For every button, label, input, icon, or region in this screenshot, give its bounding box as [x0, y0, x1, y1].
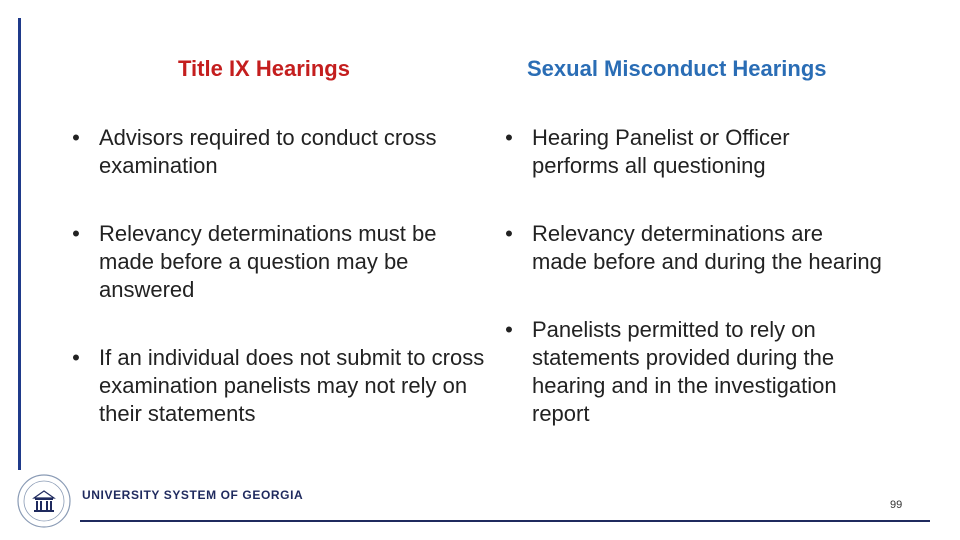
- bullet-dot: •: [72, 125, 80, 150]
- bullet-dot: •: [505, 221, 513, 246]
- sexual-misconduct-heading: Sexual Misconduct Hearings: [527, 56, 827, 81]
- sexual-misconduct-bullet-list: [499, 124, 919, 428]
- bullet-text: Hearing Panelist or Officer performs all questioning: [532, 125, 790, 178]
- list-item: [499, 316, 919, 428]
- bullet-dot: •: [505, 125, 513, 150]
- usg-seal-logo: [12, 472, 76, 530]
- bullet-text: Panelists permitted to rely on statements provided during the hearing and in the investigation report: [532, 317, 837, 426]
- list-item: [66, 344, 486, 428]
- bullet-dot: •: [505, 317, 513, 342]
- title-ix-heading: Title IX Hearings: [178, 56, 350, 81]
- bullet-text: Relevancy determinations must be made before a question may be answered: [99, 221, 437, 302]
- list-item: [499, 220, 919, 276]
- bullet-dot: •: [72, 221, 80, 246]
- list-item: [66, 124, 486, 180]
- title-ix-bullet-list: [66, 124, 486, 428]
- page-number: 99: [890, 499, 903, 511]
- list-item: [499, 124, 919, 180]
- left-accent-line: [18, 18, 21, 470]
- bullet-dot: •: [72, 345, 80, 370]
- footer-divider: [80, 520, 930, 522]
- bullet-text: Advisors required to conduct cross examination: [99, 125, 437, 178]
- org-name: UNIVERSITY SYSTEM OF GEORGIA: [82, 488, 304, 502]
- bullet-text: Relevancy determinations are made before and during the hearing: [532, 221, 882, 274]
- list-item: [66, 220, 486, 304]
- bullet-text: If an individual does not submit to cross examination panelists may not rely on their statements: [99, 345, 485, 426]
